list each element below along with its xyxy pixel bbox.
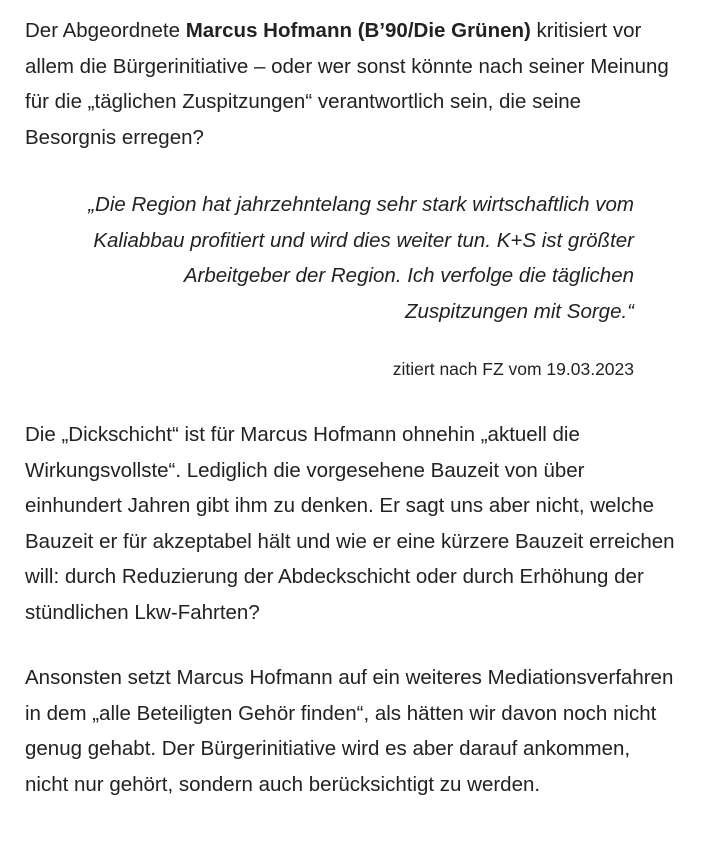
paragraph-mediation: Ansonsten setzt Marcus Hofmann auf ein weiteres Mediationsverfahren in dem „alle Beteiligten Gehör finden“, als hätten wir davon noch nicht genug gehabt. Der Bürgerinitiative wird es aber darauf ankommen, nicht nur gehört, sondern auch berücksichtigt zu werden.	[25, 666, 674, 796]
paragraph-intro-rest: kritisiert vor allem die Bürgerinitiative – oder wer sonst könnte nach seiner Meinung für die „täglichen Zuspitzungen“ verantwortlich sein, die seine Besorgnis erregen?	[25, 19, 669, 149]
paragraph-intro	[25, 13, 675, 155]
paragraph-dickschicht: Die „Dickschicht“ ist für Marcus Hofmann ohnehin „aktuell die Wirkungsvollste“. Lediglich die vorgesehene Bauzeit von über einhundert Jahren gibt ihm zu denken. Er sagt uns aber nicht, welche Bauzeit er für akzeptabel hält und wie er eine kürzere Bauzeit erreichen will: durch Reduzierung der Abdeckschicht oder durch Erhöhung der stündlichen Lkw-Fahrten?	[25, 423, 675, 624]
quote-block	[70, 187, 634, 329]
quote-text: „Die Region hat jahrzehntelang sehr stark wirtschaftlich vom Kaliabbau profitiert und wird dies weiter tun. K+S ist größter Arbeitgeber der Region. Ich verfolge die täglichen Zuspitzungen mit Sorge.“	[88, 193, 634, 323]
quote-source: zitiert nach FZ vom 19.03.2023	[392, 359, 634, 379]
paragraph-intro-lead: Der Abgeordnete	[25, 19, 186, 42]
politician-name: Marcus Hofmann (B’90/Die Grünen)	[185, 19, 531, 42]
